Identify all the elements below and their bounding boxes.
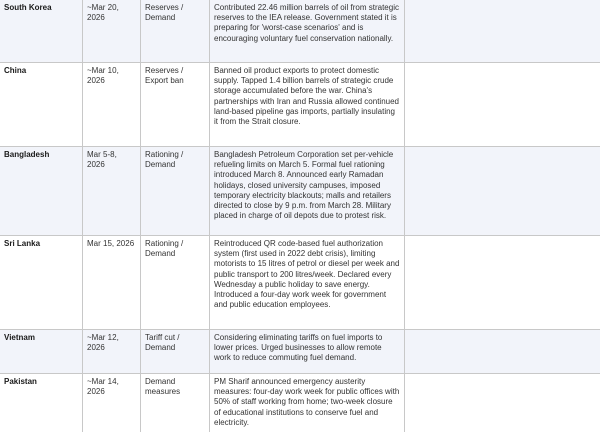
measure-type-cell: Reserves / Export ban (140, 63, 209, 146)
empty-cell (404, 330, 600, 373)
measure-type-cell: Demand measures (140, 374, 209, 432)
measure-type-cell: Tariff cut / Demand (140, 330, 209, 373)
country-cell: Sri Lanka (4, 239, 41, 248)
table-row (0, 63, 600, 147)
country-cell: Vietnam (4, 333, 35, 342)
table-row (0, 236, 600, 330)
empty-cell (404, 236, 600, 329)
country-cell: Bangladesh (4, 150, 50, 159)
empty-cell (404, 147, 600, 235)
table-row (0, 0, 600, 63)
description-cell: PM Sharif announced emergency austerity measures: four-day work week for public offices with 50% of staff working from home; two-week closure of educational institutions to conserve fuel and electricity. (209, 374, 404, 432)
description-cell: Banned oil product exports to protect domestic supply. Tapped 1.4 billion barrels of strategic crude storage accumulated before the war. China's partnerships with Iran and Russia allowed continued land-based pipeline gas imports, partially insulating it from the Strait closure. (209, 63, 404, 146)
table-row (0, 147, 600, 236)
description-cell: Considering eliminating tariffs on fuel imports to lower prices. Urged businesses to allow remote work to reduce commuting fuel demand. (209, 330, 404, 373)
table-row (0, 330, 600, 374)
description-cell: Contributed 22.46 million barrels of oil from strategic reserves to the IEA release. Government stated it is preparing for 'worst-case scenarios' and is encouraging voluntary fuel conservation nationally. (209, 0, 404, 62)
description-cell: Bangladesh Petroleum Corporation set per-vehicle refueling limits on March 5. Formal fuel rationing introduced March 8. Announced early Ramadan holidays, closed university campuses, imposed temporary electricity blackouts; malls and retailers directed to close by 9 p.m. from March 28. Military placed in charge of oil depots due to protest risk. (209, 147, 404, 235)
date-cell: ~Mar 12, 2026 (82, 330, 140, 373)
description-cell: Reintroduced QR code-based fuel authorization system (first used in 2022 debt crisis), limiting motorists to 15 litres of petrol or diesel per week and public transport to 200 litres/week. Declared every Wednesday a public holiday to save energy. Introduced a four-day work week for government and public education employees. (209, 236, 404, 329)
empty-cell (404, 0, 600, 62)
date-cell: ~Mar 14, 2026 (82, 374, 140, 432)
table-row (0, 374, 600, 432)
country-cell: Pakistan (4, 377, 37, 386)
date-cell: Mar 5-8, 2026 (82, 147, 140, 235)
country-cell: South Korea (4, 3, 52, 12)
measure-type-cell: Reserves / Demand (140, 0, 209, 62)
empty-cell (404, 63, 600, 146)
country-cell: China (4, 66, 27, 75)
date-cell: ~Mar 10, 2026 (82, 63, 140, 146)
measure-type-cell: Rationing / Demand (140, 236, 209, 329)
date-cell: Mar 15, 2026 (82, 236, 140, 329)
date-cell: ~Mar 20, 2026 (82, 0, 140, 62)
empty-cell (404, 374, 600, 432)
measure-type-cell: Rationing / Demand (140, 147, 209, 235)
